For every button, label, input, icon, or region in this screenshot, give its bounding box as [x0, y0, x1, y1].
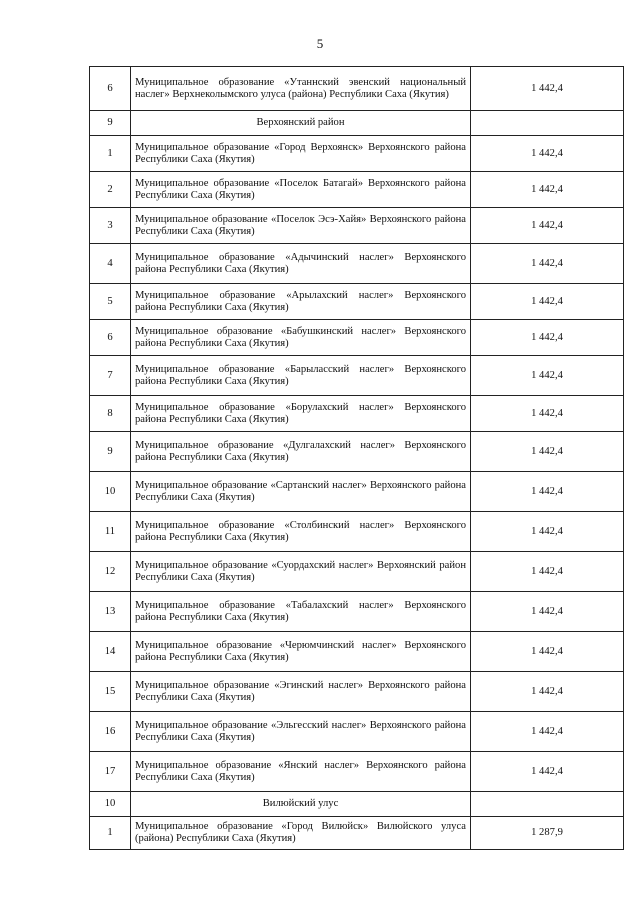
amount-cell: 1 442,4 — [471, 320, 624, 356]
row-number: 3 — [90, 208, 131, 244]
amount-cell: 1 442,4 — [471, 172, 624, 208]
table-row — [90, 817, 624, 850]
row-number: 6 — [90, 67, 131, 111]
row-number: 1 — [90, 136, 131, 172]
municipality-name: Муниципальное образование «Барыласский наслег» Верхоянского района Республики Саха (Якутия) — [131, 356, 471, 396]
amount-cell — [471, 111, 624, 136]
row-number: 8 — [90, 396, 131, 432]
table-row — [90, 552, 624, 592]
municipality-name: Муниципальное образование «Борулахский наслег» Верхоянского района Республики Саха (Якутия) — [131, 396, 471, 432]
amount-cell: 1 442,4 — [471, 208, 624, 244]
table-row — [90, 752, 624, 792]
row-number: 15 — [90, 672, 131, 712]
table-row — [90, 472, 624, 512]
municipality-table — [89, 66, 624, 850]
table-row — [90, 320, 624, 356]
table-row — [90, 592, 624, 632]
table-row — [90, 432, 624, 472]
section-row — [90, 111, 624, 136]
amount-cell: 1 442,4 — [471, 552, 624, 592]
amount-cell: 1 442,4 — [471, 432, 624, 472]
row-number: 13 — [90, 592, 131, 632]
table-row — [90, 172, 624, 208]
municipality-name: Муниципальное образование «Адычинский наслег» Верхоянского района Республики Саха (Якутия) — [131, 244, 471, 284]
municipality-name: Муниципальное образование «Бабушкинский наслег» Верхоянского района Республики Саха (Якутия) — [131, 320, 471, 356]
amount-cell: 1 442,4 — [471, 67, 624, 111]
municipality-name: Муниципальное образование «Город Верхоянск» Верхоянского района Республики Саха (Якутия) — [131, 136, 471, 172]
row-number: 6 — [90, 320, 131, 356]
municipality-name: Муниципальное образование «Табалахский наслег» Верхоянского района Республики Саха (Якутия) — [131, 592, 471, 632]
row-number: 12 — [90, 552, 131, 592]
table-row — [90, 672, 624, 712]
table-row — [90, 67, 624, 111]
municipality-name: Муниципальное образование «Эльгесский наслег» Верхоянского района Республики Саха (Якутия) — [131, 712, 471, 752]
amount-cell: 1 442,4 — [471, 396, 624, 432]
amount-cell: 1 442,4 — [471, 284, 624, 320]
amount-cell: 1 442,4 — [471, 712, 624, 752]
amount-cell: 1 442,4 — [471, 512, 624, 552]
municipality-name: Муниципальное образование «Суордахский наслег» Верхоянский район Республики Саха (Якутия) — [131, 552, 471, 592]
amount-cell — [471, 792, 624, 817]
municipality-name: Муниципальное образование «Столбинский наслег» Верхоянского района Республики Саха (Якутия) — [131, 512, 471, 552]
page-number: 5 — [316, 36, 324, 51]
municipality-name: Муниципальное образование «Сартанский наслег» Верхоянского района Республики Саха (Якутия) — [131, 472, 471, 512]
municipality-name: Муниципальное образование «Эгинский наслег» Верхоянского района Республики Саха (Якутия) — [131, 672, 471, 712]
section-title: Верхоянский район — [131, 111, 471, 136]
row-number: 16 — [90, 712, 131, 752]
municipality-name: Муниципальное образование «Поселок Эсэ-Хайя» Верхоянского района Республики Саха (Якутия) — [131, 208, 471, 244]
row-number: 9 — [90, 111, 131, 136]
table-row — [90, 284, 624, 320]
amount-cell: 1 442,4 — [471, 752, 624, 792]
row-number: 17 — [90, 752, 131, 792]
municipality-name: Муниципальное образование «Черюмчинский наслег» Верхоянского района Республики Саха (Якутия) — [131, 632, 471, 672]
table-row — [90, 208, 624, 244]
municipality-name: Муниципальное образование «Дулгалахский наслег» Верхоянского района Республики Саха (Якутия) — [131, 432, 471, 472]
amount-cell: 1 442,4 — [471, 136, 624, 172]
municipality-name: Муниципальное образование «Поселок Батагай» Верхоянского района Республики Саха (Якутия) — [131, 172, 471, 208]
table-row — [90, 512, 624, 552]
row-number: 14 — [90, 632, 131, 672]
table-row — [90, 136, 624, 172]
row-number: 1 — [90, 817, 131, 850]
row-number: 7 — [90, 356, 131, 396]
amount-cell: 1 442,4 — [471, 356, 624, 396]
amount-cell: 1 442,4 — [471, 632, 624, 672]
amount-cell: 1 287,9 — [471, 817, 624, 850]
amount-cell: 1 442,4 — [471, 472, 624, 512]
municipality-name: Муниципальное образование «Утаннский эвенский национальный наслег» Верхнеколымского улуса (района) Республики Саха (Якутия) — [131, 67, 471, 111]
municipality-name: Муниципальное образование «Янский наслег» Верхоянского района Республики Саха (Якутия) — [131, 752, 471, 792]
municipality-name: Муниципальное образование «Город Вилюйск» Вилюйского улуса (района) Республики Саха (Якутия) — [131, 817, 471, 850]
row-number: 10 — [90, 472, 131, 512]
table-row — [90, 712, 624, 752]
row-number: 5 — [90, 284, 131, 320]
amount-cell: 1 442,4 — [471, 244, 624, 284]
table-row — [90, 396, 624, 432]
section-title: Вилюйский улус — [131, 792, 471, 817]
table-row — [90, 632, 624, 672]
row-number: 9 — [90, 432, 131, 472]
amount-cell: 1 442,4 — [471, 592, 624, 632]
section-row — [90, 792, 624, 817]
table-body — [90, 67, 624, 850]
row-number: 11 — [90, 512, 131, 552]
row-number: 4 — [90, 244, 131, 284]
municipality-name: Муниципальное образование «Арылахский наслег» Верхоянского района Республики Саха (Якутия) — [131, 284, 471, 320]
amount-cell: 1 442,4 — [471, 672, 624, 712]
table-row — [90, 356, 624, 396]
table-row — [90, 244, 624, 284]
row-number: 2 — [90, 172, 131, 208]
row-number: 10 — [90, 792, 131, 817]
